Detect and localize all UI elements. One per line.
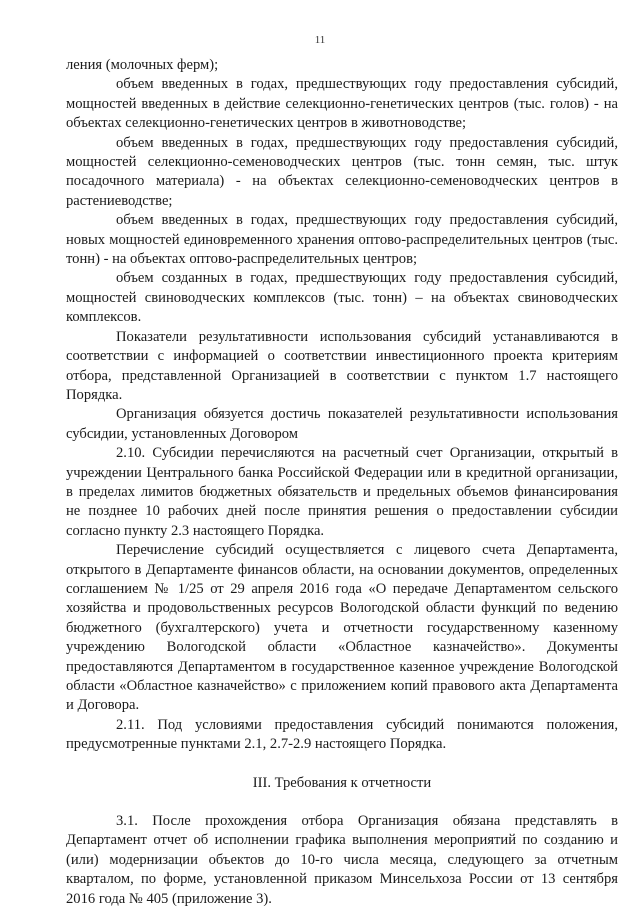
paragraph-2-11: 2.11. Под условиями предоставления субсидий понимаются положения, предусмотренные пунктами 2.1, 2.7-2.9 настоящего Порядка. [66, 716, 618, 753]
document-body [66, 56, 618, 909]
paragraph-pig-complexes: объем созданных в годах, предшествующих году предоставления субсидий, мощностей свиноводческих комплексов (тыс. тонн) – на объектах свиноводческих комплексов. [66, 270, 618, 326]
paragraph-selection-genetic: объем введенных в годах, предшествующих году предоставления субсидий, мощностей введенных в действие селекционно-генетических центров (тыс. голов) - на объектах селекционно-генетических центров в животноводстве; [66, 76, 618, 132]
paragraph-selection-seed: объем введенных в годах, предшествующих году предоставления субсидий, мощностей селекционно-семеноводческих центров (тыс. тонн семян, тыс. штук посадочного материала) - на объектах селекционно-семеноводческих центров в растениеводстве; [66, 134, 618, 209]
paragraph-performance-indicators: Показатели результативности использования субсидий устанавливаются в соответствии с информацией о соответствии инвестиционного проекта критериям отбора, представленной Организацией в соответствии с пунктом 1.7 настоящего Порядка. [66, 328, 618, 403]
paragraph-transfer-subsidies: Перечисление субсидий осуществляется с лицевого счета Департамента, открытого в Департаменте финансов области, на основании документов, определенных соглашением № 1/25 от 29 апреля 2016 года «О передаче Департаментом сельского хозяйства и продовольственных ресурсов Вологодской области функций по ведению бюджетного (бухгалтерского) учета и отчетности государственному казенному учреждению Вологодской области «Областное казначейство». Документы предоставляются Департаментом в государственное казенное учреждение Вологодской области «Областное казначейство» с приложением копий правового акта Департамента и Договора. [66, 542, 618, 714]
paragraph-organization-obligation: Организация обязуется достичь показателей результативности использования субсидии, установленных Договором [66, 406, 618, 442]
page-number: 11 [314, 34, 326, 46]
paragraph-wholesale-centers: объем введенных в годах, предшествующих году предоставления субсидий, новых мощностей единовременного хранения оптово-распределительных центров (тыс. тонн) - на объектах оптово-распределительных центров; [66, 212, 618, 268]
paragraph-continuation: ления (молочных ферм); [66, 57, 219, 73]
paragraph-2-10: 2.10. Субсидии перечисляются на расчетный счет Организации, открытый в учреждении Центрального банка Российской Федерации или в кредитной организации, в пределах лимитов бюджетных обязательств и предельных объемов финансирования не позднее 10 рабочих дней после принятия решения о предоставлении субсидии согласно пункту 2.3 настоящего Порядка. [66, 445, 618, 539]
section-heading: III. Требования к отчетности [252, 774, 432, 791]
paragraph-3-1: 3.1. После прохождения отбора Организация обязана представлять в Департамент отчет об исполнении графика выполнения мероприятий по созданию и (или) модернизации объектов до 10-го числа месяца, следующего за отчетным кварталом, по форме, установленной приказом Минсельхоза России от 13 сентября 2016 года № 405 (приложение 3). [66, 813, 618, 907]
